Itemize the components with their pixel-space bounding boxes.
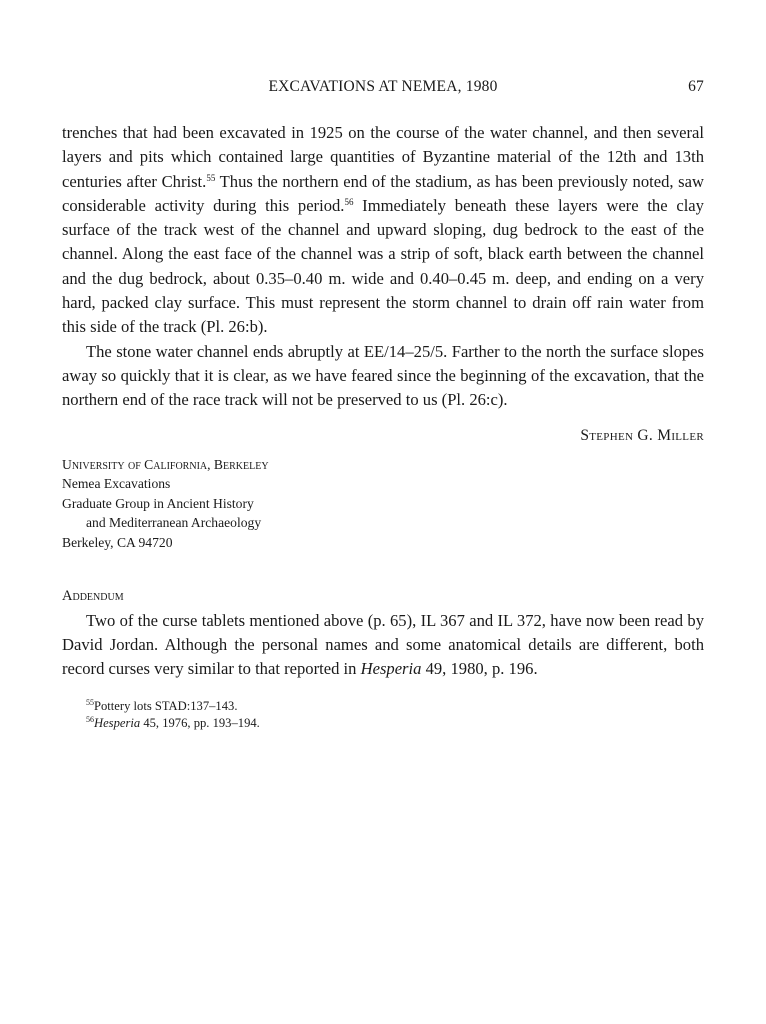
paragraph-1-part-c: Immediately beneath these layers were the clay surface of the track west of the channel and upward sloping, dug bedrock to the east of the channel. Along the east face of the channel was a strip of soft, black earth between the channel and the dug bedrock, about 0.35–0.40 m. wide and 0.40–0.45 m. deep, and ending on a very hard, packed clay surface. This must represent the storm channel to drain off rain water from this side of the track (Pl. 26:b). — [62, 195, 704, 337]
paragraph-2: The stone water channel ends abruptly at EE/14–25/5. Farther to the north the surface slopes away so quickly that it is clear, as we have feared since the beginning of the excavation, that the northern end of the race track will not be preserved to us (Pl. 26:c). — [62, 341, 704, 410]
affiliation-line: and Mediterranean Archaeology — [86, 515, 262, 531]
addendum-journal: Hesperia — [360, 659, 422, 679]
running-head — [62, 78, 704, 104]
footnote-ref-55: 55 — [206, 172, 216, 183]
page-number: 67 — [688, 78, 704, 95]
addendum-text-part-a: Two of the curse tablets mentioned above (p. 65), IL 367 and IL 372, have now been read by David Jordan. Although the personal names and some anatomical details are different, both record curses very similar to that reported in — [62, 610, 704, 679]
footnote-journal: Hesperia — [94, 716, 141, 731]
running-title: EXCAVATIONS AT NEMEA, 1980 — [268, 78, 498, 95]
addendum-text-part-b: 49, 1980, p. 196. — [421, 659, 538, 679]
footnotes — [62, 698, 704, 732]
footnote-number: 56 — [86, 715, 94, 725]
affiliation-line: Nemea Excavations — [62, 476, 171, 492]
footnote-56 — [86, 715, 704, 732]
addendum-heading: Addendum — [62, 587, 124, 604]
footnote-ref-56: 56 — [344, 196, 354, 207]
affiliation-line: Graduate Group in Ancient History — [62, 495, 254, 511]
addendum-text — [62, 609, 704, 682]
footnote-55 — [86, 698, 704, 715]
author-affiliation — [62, 455, 704, 553]
body-text — [62, 121, 704, 413]
affiliation-institution: University of California, Berkeley — [62, 456, 269, 472]
paragraph-1 — [62, 121, 704, 340]
footnote-text: 45, 1976, pp. 193–194. — [140, 716, 260, 731]
paragraph-1-part-b: Thus the northern end of the stadium, as has been previously noted, saw considerable activity during this period. — [62, 171, 704, 215]
page — [62, 78, 704, 732]
footnote-number: 55 — [86, 698, 94, 708]
affiliation-address: Berkeley, CA 94720 — [62, 534, 173, 550]
paragraph-1-part-a: trenches that had been excavated in 1925 on the course of the water channel, and then several layers and pits which contained large quantities of Byzantine material of the 12th and 13th centuries after Christ. — [62, 123, 704, 191]
footnote-text: Pottery lots STAD:137–143. — [94, 699, 238, 714]
author-signature: Stephen G. Miller — [580, 426, 704, 444]
